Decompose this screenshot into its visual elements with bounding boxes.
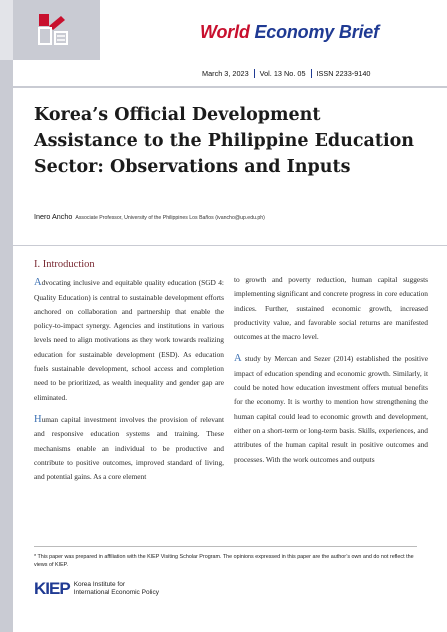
publication-logo-icon xyxy=(31,8,75,50)
paragraph-3 xyxy=(234,273,428,344)
paragraph-4 xyxy=(234,352,428,466)
paragraph-text: study by Mercan and Sezer (2014) established the positive impact of education spending and economic growth. Similarly, it could be noted how education investment offers mutual benefits for the economy. It is worthy to mention how strengthening the human capital could lead to economic growth and development, either on a short-term or long-term basis. Skills, experiences, and attributes of the human capital result in positive outcomes and processes. With the work outcomes and outputs xyxy=(234,354,428,464)
kiep-logo: KIEP xyxy=(34,579,70,598)
issue-volume: Vol. 13 No. 05 xyxy=(254,69,311,78)
author-affiliation: Associate Professor, University of the Philippines Los Baños (ivancho@up.edu.ph) xyxy=(75,215,265,221)
paragraph-text: uman capital investment involves the provision of relevant and responsive education systems and training. These mechanisms enable an individual to be productive and contribute to positive outcomes, improved standard of living, and potential gains. As a core element xyxy=(34,414,224,482)
paragraph-2 xyxy=(34,413,224,484)
footer-logo xyxy=(34,579,159,599)
header-divider xyxy=(13,86,447,88)
section-heading: I. Introduction xyxy=(34,259,95,270)
issue-date: March 3, 2023 xyxy=(202,69,249,78)
drop-initial: A xyxy=(34,277,42,289)
paragraph-1 xyxy=(34,276,224,405)
issue-meta xyxy=(202,69,375,78)
org-line-2: International Economic Policy xyxy=(73,589,159,596)
brand-world: World xyxy=(200,22,255,42)
section-divider xyxy=(13,245,447,246)
kiep-org-name xyxy=(74,581,159,597)
paragraph-text: dvocating inclusive and equitable quality education (SGD 4: Quality Education) is central to sustainable development efforts anchored on collaboration and partnership that enable the policy-to-impact synergy. Agencies and institutions in various levels need to align motivations as they work towards realizing education for sustainable development (ESD). As education fuels sustainable development, school access and completion need to be prioritized, as wealth inequality and gender gap are eliminated. xyxy=(34,278,224,402)
brand-rest: conomy Brief xyxy=(266,22,379,42)
author-name: Inero Ancho xyxy=(34,212,73,221)
article-title: Korea’s Official Development Assistance to the Philippine Education Sector: Observations and Inputs xyxy=(34,105,415,177)
left-accent-bar xyxy=(0,0,13,632)
issue-issn: ISSN 2233-9140 xyxy=(311,69,376,78)
publication-logo-block xyxy=(13,0,100,60)
brand-e: E xyxy=(254,22,267,42)
author-line xyxy=(34,212,265,221)
footnote-divider xyxy=(34,546,417,547)
drop-initial: H xyxy=(34,413,42,425)
column-right xyxy=(234,273,428,475)
drop-initial: A xyxy=(234,353,242,365)
column-left xyxy=(34,258,224,492)
publication-title xyxy=(200,22,379,43)
footnote: * This paper was prepared in affiliation with the KIEP Visiting Scholar Program. The opinions expressed in this paper are the author’s own and do not reflect the views of KIEP. xyxy=(34,554,414,568)
org-line-1: Korea Institute for xyxy=(73,581,125,588)
paragraph-text: to growth and poverty reduction, human capital suggests implementing significant and concrete progress in core education indices. Further, sustained economic growth, increased productivity value, and favorable social returns are manifested outcomes at the macro level. xyxy=(234,275,428,342)
